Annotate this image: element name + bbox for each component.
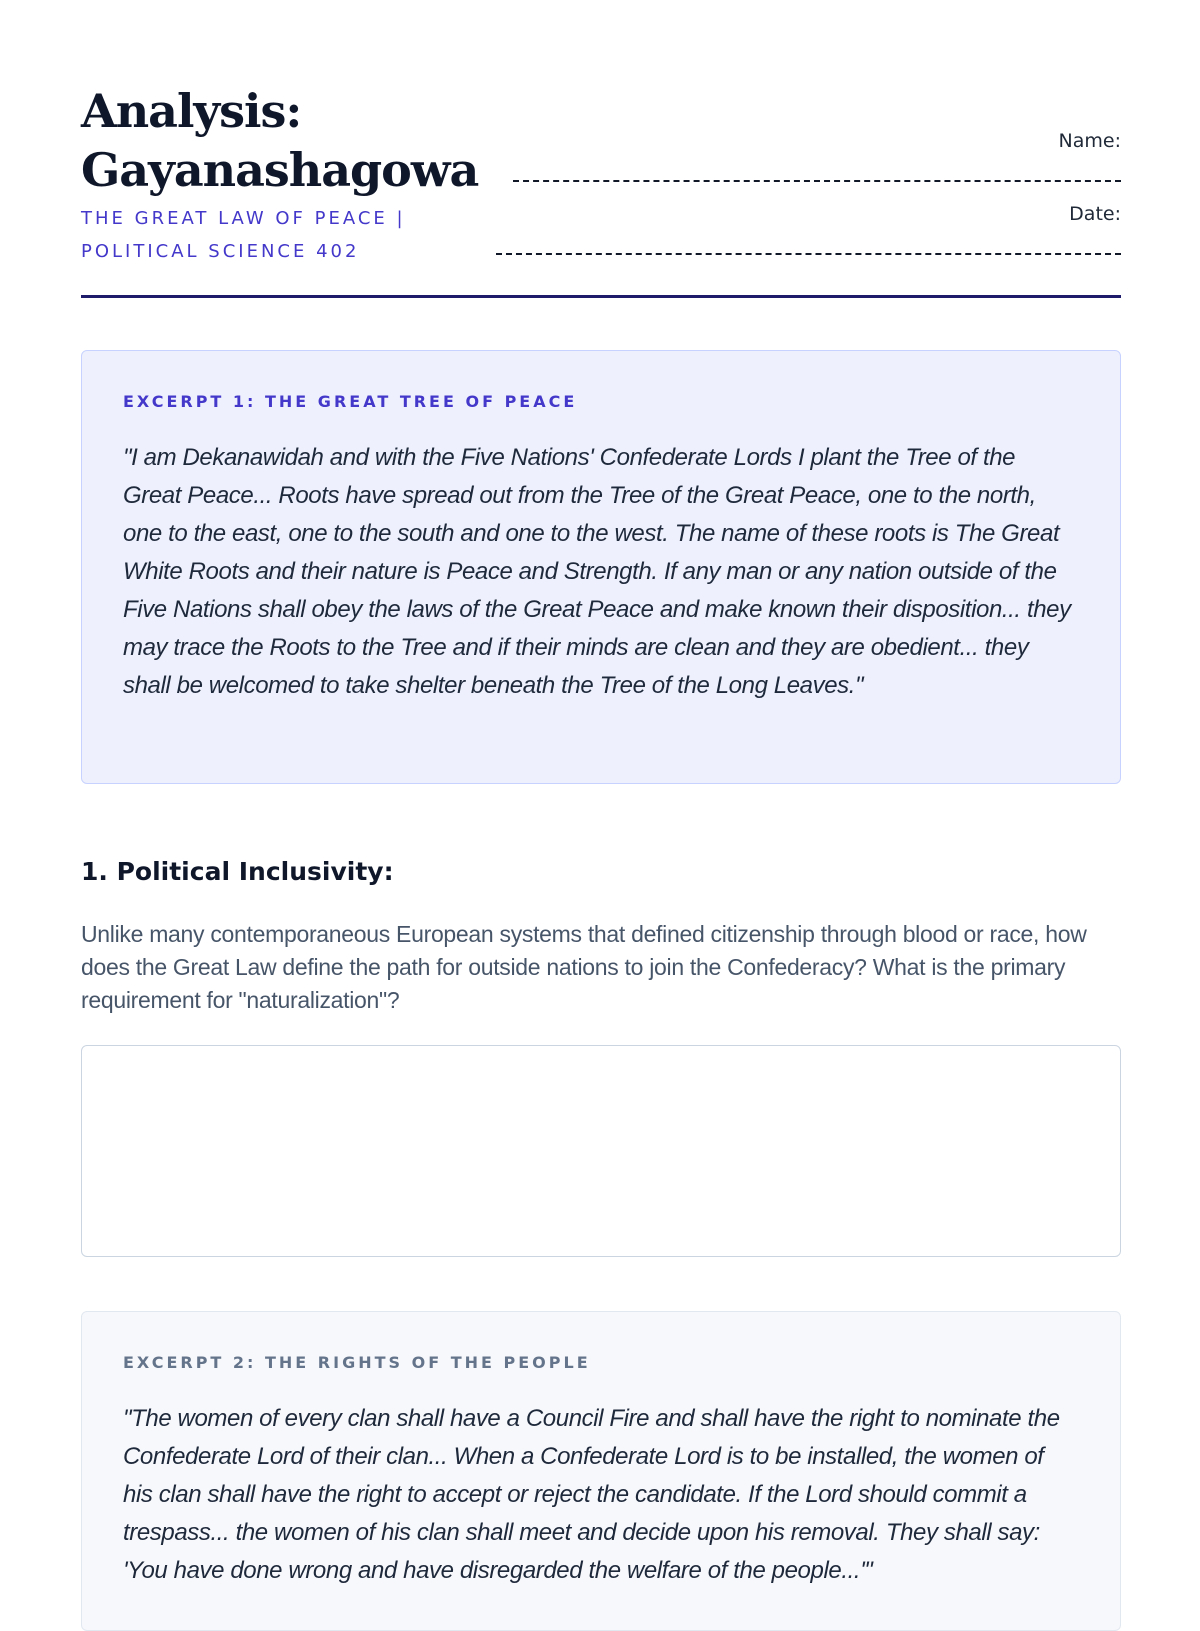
answer-box[interactable] xyxy=(81,1045,1121,1257)
excerpt-heading: EXCERPT 1: THE GREAT TREE OF PEACE xyxy=(123,392,578,411)
worksheet-page xyxy=(81,0,1121,1584)
date-blank-line[interactable] xyxy=(496,253,1121,255)
question-title: 1. Political Inclusivity: xyxy=(81,857,394,886)
name-blank-line[interactable] xyxy=(513,180,1121,182)
name-label: Name: xyxy=(1058,130,1121,152)
excerpt-heading: EXCERPT 2: THE RIGHTS OF THE PEOPLE xyxy=(123,1353,591,1372)
title-line-1: Analysis: xyxy=(81,84,302,138)
excerpt-quote: "The women of every clan shall have a Council Fire and shall have the right to nominate the Confederate Lord of their clan... When a Confederate Lord is to be installed, the women of his clan shall have the right to accept or reject the candidate. If the Lord should commit a trespass... the women of his clan shall meet and decide upon his removal. They shall say: 'You have done wrong and have disregarded the welfare of the people...'" xyxy=(123,1405,1060,1584)
worksheet-header xyxy=(81,0,1121,298)
page-title xyxy=(81,82,478,200)
excerpt-box-1 xyxy=(81,350,1121,784)
question-prompt: Unlike many contemporaneous European systems that defined citizenship through blood or race, how does the Great Law define the path for outside nations to join the Confederacy? What is the primary requirement for "naturalization"? xyxy=(81,921,1087,1013)
title-line-2: Gayanashagowa xyxy=(81,143,479,197)
page-subtitle: THE GREAT LAW OF PEACE | POLITICAL SCIENCE 402 xyxy=(81,208,406,262)
excerpt-box-2 xyxy=(81,1311,1121,1631)
excerpt-quote: "I am Dekanawidah and with the Five Nations' Confederate Lords I plant the Tree of the Great Peace... Roots have spread out from the Tree of the Great Peace, one to the north, one to the east, one to the south and one to the west. The name of these roots is The Great White Roots and their nature is Peace and Strength. If any man or any nation outside of the Five Nations shall obey the laws of the Great Peace and make known their disposition... they may trace the Roots to the Tree and if their minds are clean and they are obedient... they shall be welcomed to take shelter beneath the Tree of the Long Leaves." xyxy=(123,444,1071,699)
date-label: Date: xyxy=(1069,203,1121,225)
